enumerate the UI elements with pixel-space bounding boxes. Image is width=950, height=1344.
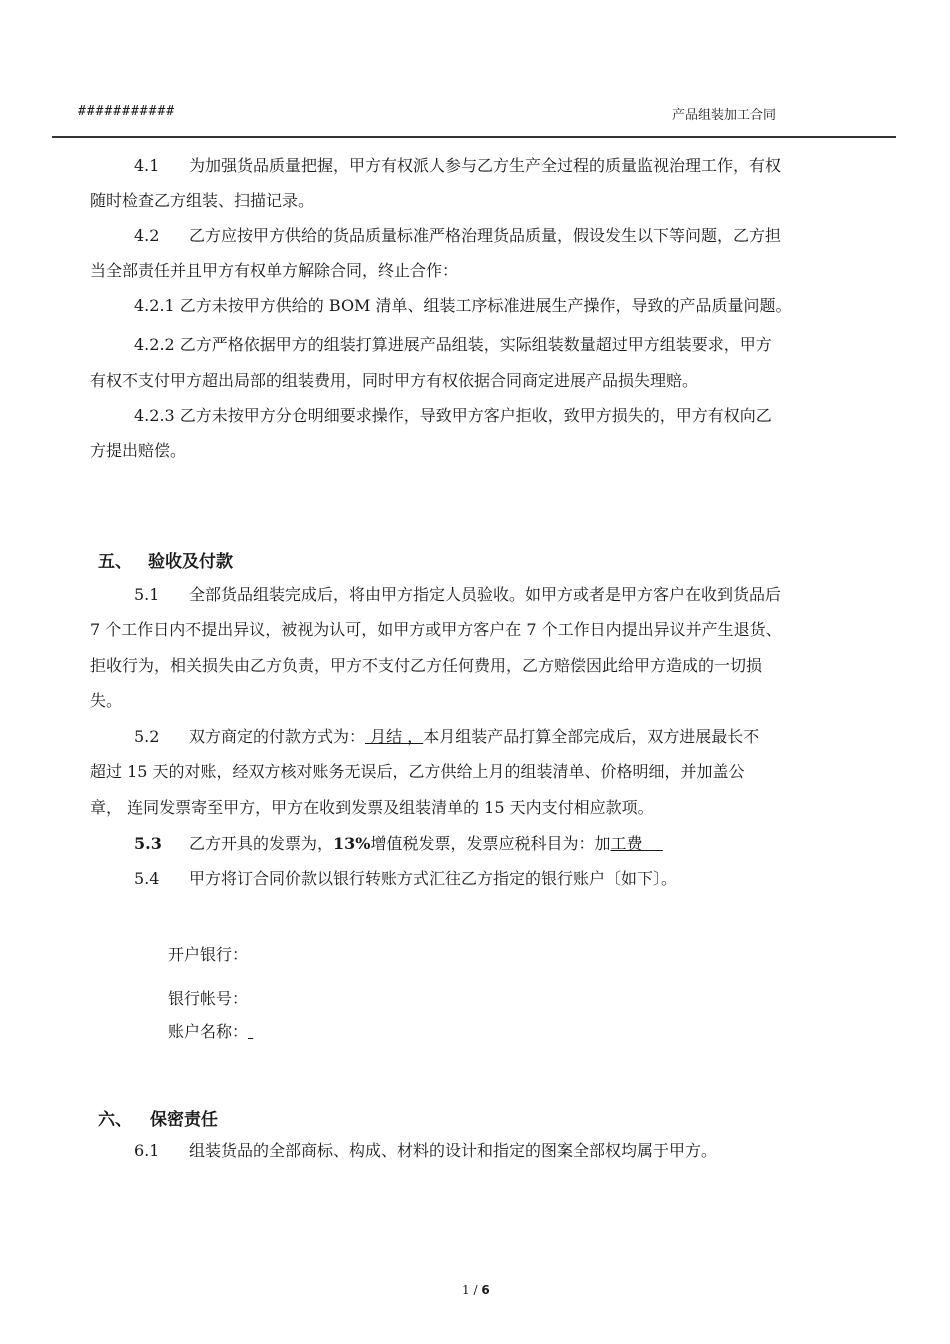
clause-4-2-2-line-1: 4.2.2 乙方严格依据甲方的组装打算进展产品组装，实际组装数量超过甲方组装要求，甲方 bbox=[134, 335, 772, 354]
clause-5-2-line-1: 5.2 双方商定的付款方式为： 月结 ，本月组装产品打算全部完成后，双方进展最长不 bbox=[134, 727, 760, 746]
clause-5-3: 5.3 乙方开具的发票为，13%增值税发票，发票应税科目为：加工费 bbox=[134, 834, 663, 853]
account-name-label: 账户名称： bbox=[168, 1022, 253, 1042]
header-left-text: ########### bbox=[78, 104, 176, 119]
clause-4-1-line-2: 随时检查乙方组装、扫描记录。 bbox=[90, 191, 315, 210]
clause-5-1-line-3: 拒收行为，相关损失由乙方负责，甲方不支付乙方任何费用，乙方赔偿因此给甲方造成的一切损 bbox=[90, 656, 763, 675]
clause-4-2-1: 4.2.1 乙方未按甲方供给的 BOM 清单、组装工序标准进展生产操作，导致的产品质量问题。 bbox=[134, 296, 792, 315]
bank-account-label: 银行帐号： bbox=[168, 989, 249, 1008]
tax-item-field: 工费 bbox=[610, 834, 663, 853]
clause-5-2-line-2: 超过 15 天的对账，经双方核对账务无误后，乙方供给上月的组装清单、价格明细，并加盖公 bbox=[90, 762, 745, 781]
bank-name-label: 开户银行： bbox=[168, 945, 249, 964]
header-document-title: 产品组装加工合同 bbox=[672, 108, 777, 123]
clause-4-1-line-1: 4.1 为加强货品质量把握，甲方有权派人参与乙方生产全过程的质量监视治理工作，有权 bbox=[134, 156, 782, 175]
clause-5-1-line-2: 7 个工作日内不提出异议，被视为认可，如甲方或甲方客户在 7 个工作日内提出异议并产生退货、 bbox=[90, 620, 782, 639]
clause-6-1: 6.1 组装货品的全部商标、构成、材料的设计和指定的图案全部权均属于甲方。 bbox=[134, 1141, 718, 1160]
clause-4-2-2-line-2: 有权不支付甲方超出局部的组装费用，同时甲方有权依据合同商定进展产品损失理赔。 bbox=[90, 371, 699, 390]
clause-5-1-line-1: 5.1 全部货品组装完成后，将由甲方指定人员验收。如甲方或者是甲方客户在收到货品后 bbox=[134, 585, 782, 604]
header-divider bbox=[52, 136, 896, 138]
page-number: 1 / 6 bbox=[462, 1283, 490, 1297]
payment-method-field: 月结 ， bbox=[365, 727, 424, 746]
clause-4-2-3-line-1: 4.2.3 乙方未按甲方分仓明细要求操作，导致甲方客户拒收，致甲方损失的，甲方有权向乙 bbox=[134, 406, 772, 425]
section-6-heading: 六、 保密责任 bbox=[98, 1110, 218, 1130]
clause-5-2-line-3: 章， 连同发票寄至甲方，甲方在收到发票及组装清单的 15 天内支付相应款项。 bbox=[90, 798, 654, 817]
clause-4-2-3-line-2: 方提出赔偿。 bbox=[90, 441, 187, 460]
account-name-field bbox=[248, 1022, 253, 1041]
clause-4-2-line-1: 4.2 乙方应按甲方供给的货品质量标准严格治理货品质量，假设发生以下等问题，乙方担 bbox=[134, 226, 782, 245]
clause-5-1-line-4: 失。 bbox=[90, 691, 123, 710]
clause-5-4: 5.4 甲方将订合同价款以银行转账方式汇往乙方指定的银行账户〔如下〕。 bbox=[134, 869, 678, 888]
section-5-heading: 五、 验收及付款 bbox=[98, 552, 233, 572]
clause-4-2-line-2: 当全部责任并且甲方有权单方解除合同，终止合作： bbox=[90, 261, 459, 280]
